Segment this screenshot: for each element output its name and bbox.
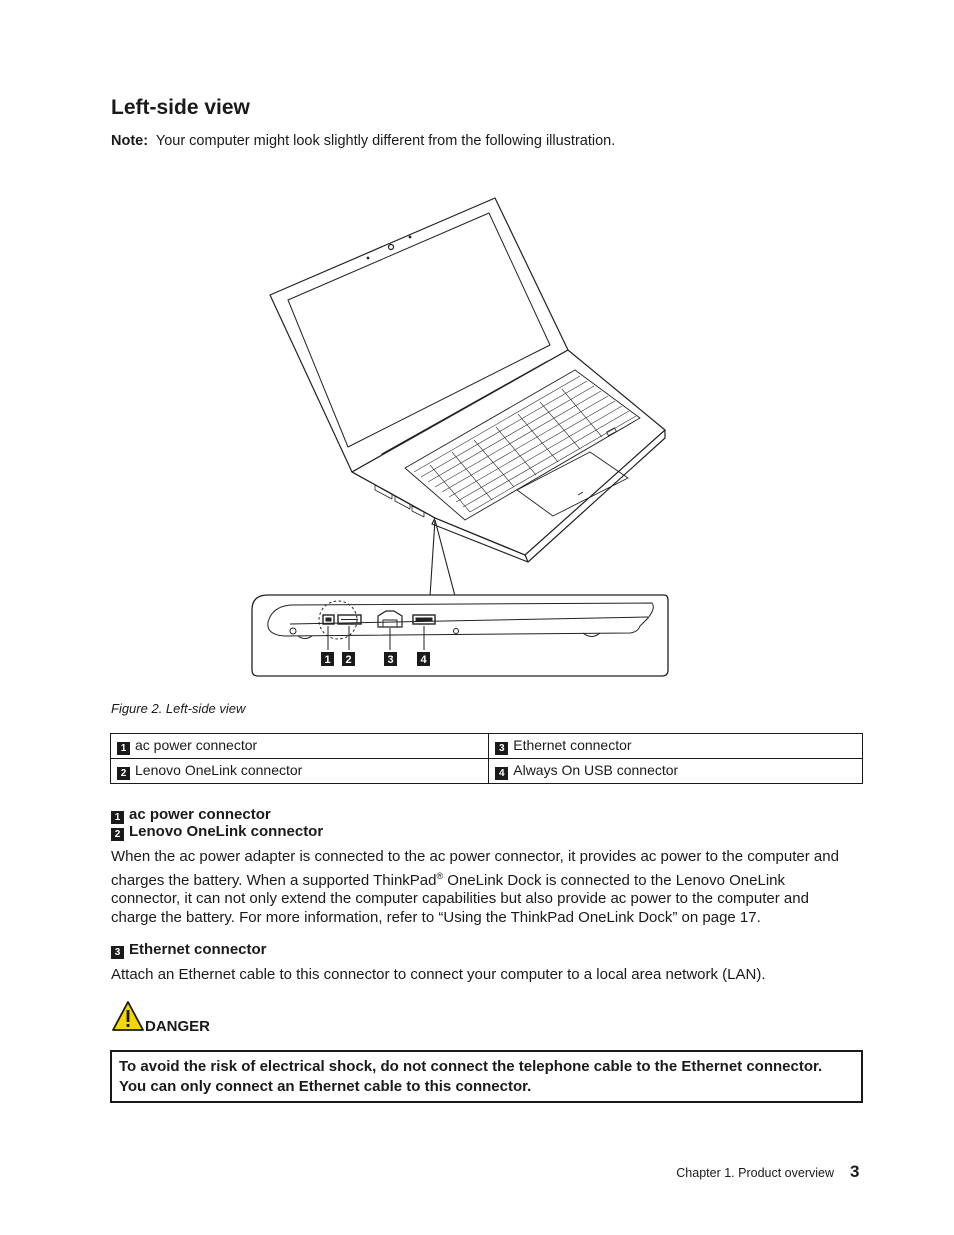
paragraph-ethernet: Attach an Ethernet cable to this connector to connect your computer to a local area network (LAN). xyxy=(111,966,766,983)
subheading-text: Lenovo OneLink connector xyxy=(129,823,324,840)
paragraph-text: OneLink Dock is connected to the Lenovo OneLink connector, it can not only extend the computer capabilities but also provide ac power to the computer and charge the battery. For more information, refer to “Using the ThinkPad OneLink Dock” on page 17. xyxy=(111,871,809,926)
danger-label: DANGER xyxy=(145,1018,211,1035)
cell-text: Ethernet connector xyxy=(513,737,632,753)
cell-text: ac power connector xyxy=(135,737,258,753)
subheading-ac-power xyxy=(111,806,271,824)
table-row xyxy=(111,734,863,759)
callout-badge: 3 xyxy=(495,742,508,755)
footer-chapter: Chapter 1. Product overview xyxy=(676,1166,834,1180)
callout-badge: 4 xyxy=(495,767,508,780)
callout-4 xyxy=(417,652,430,666)
page-title: Left-side view xyxy=(111,96,250,119)
note xyxy=(111,133,615,149)
table-row xyxy=(111,759,863,784)
callout-1 xyxy=(321,652,334,666)
laptop-left-side-illustration xyxy=(250,180,680,680)
callout-3-label: 3 xyxy=(387,654,394,666)
callout-2 xyxy=(342,652,355,666)
cell-text: Always On USB connector xyxy=(513,762,679,778)
subheading-ethernet xyxy=(111,941,267,959)
danger-line-2: You can only connect an Ethernet cable to this connector. xyxy=(119,1077,532,1095)
callout-badge: 2 xyxy=(117,767,130,780)
figure-caption: Figure 2. Left-side view xyxy=(111,701,246,716)
table-cell xyxy=(489,759,863,784)
legend-table xyxy=(110,733,863,784)
paragraph-text: When the ac power adapter is connected to the ac power connector, it provides ac power to the computer and charges the battery. When a supported ThinkPad xyxy=(111,848,839,889)
danger-box xyxy=(110,1050,863,1103)
callout-badge: 3 xyxy=(111,946,124,959)
callout-badge: 1 xyxy=(111,811,124,824)
callout-badge: 1 xyxy=(117,742,130,755)
subheading-text: ac power connector xyxy=(129,806,271,823)
callout-badge: 2 xyxy=(111,828,124,841)
table-cell xyxy=(489,734,863,759)
callout-4-label: 4 xyxy=(420,654,427,666)
paragraph-power xyxy=(111,848,856,927)
warning-triangle-icon xyxy=(111,1000,145,1032)
danger-line-1: To avoid the risk of electrical shock, do not connect the telephone cable to the Ethernet connector. xyxy=(119,1058,823,1075)
cell-text: Lenovo OneLink connector xyxy=(135,762,303,778)
subheading-onelink xyxy=(111,823,323,841)
callout-1-label: 1 xyxy=(324,654,331,666)
callout-2-label: 2 xyxy=(345,654,352,666)
registered-mark: ® xyxy=(436,870,444,881)
table-cell xyxy=(111,734,489,759)
callout-3 xyxy=(384,652,397,666)
subheading-text: Ethernet connector xyxy=(129,941,267,958)
note-text: Your computer might look slightly different from the following illustration. xyxy=(155,133,616,149)
note-label: Note: xyxy=(111,133,149,149)
table-cell xyxy=(111,759,489,784)
page-number: 3 xyxy=(850,1162,860,1181)
